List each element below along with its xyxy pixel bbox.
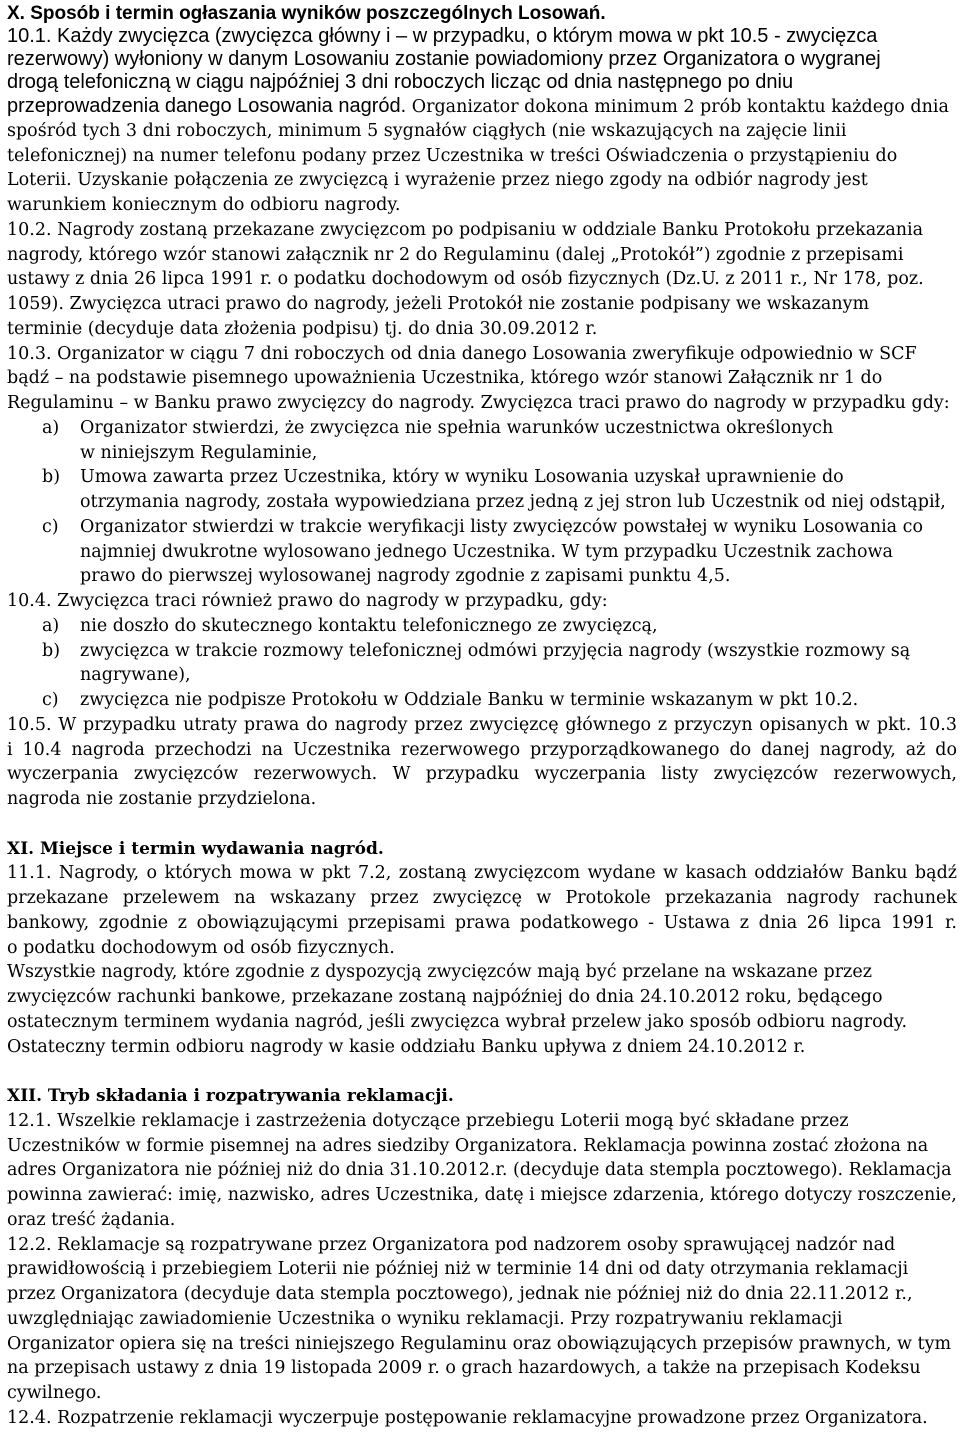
list-item [7,688,957,713]
paragraph-line: warunkiem koniecznym do odbioru nagrody. [7,195,401,215]
list-item-text: Organizator stwierdzi w trakcie weryfikacji listy zwycięzców powstałej w wyniku Losowania co [80,516,924,537]
paragraph-line: wyczerpania zwycięzców rezerwowych. W przypadku wyczerpania listy zwycięzców rezerwowych, [7,764,957,785]
section-xi [7,837,957,1060]
list-item-label: b) [42,467,61,488]
list-item [7,416,957,441]
paragraph-line: 10.4. Zwycięzca traci również prawo do nagrody w przypadku, gdy: [7,591,608,611]
paragraph-line: powinna zawierać: imię, nazwisko, adres Uczestnika, datę i miejsce zdarzenia, którego dotyczy roszczenie, [7,1185,957,1205]
paragraph-line: rezerwowy) wyłoniony w danym Losowaniu zostanie powiadomiony przez Organizatora o wygranej [7,48,881,70]
list-item-text: Organizator stwierdzi, że zwycięzca nie spełnia warunków uczestnictwa określonych [80,417,834,438]
list-item-label: a) [42,417,60,438]
paragraph-line: cywilnego. [7,1383,102,1403]
list-item-text: Umowa zawarta przez Uczestnika, który w wyniku Losowania uzyskał uprawnienie do [80,467,844,488]
paragraph-line: bankowy, zgodnie z obowiązującymi przepisami prawa podatkowego - Ustawa z dnia 26 lipca 1991 r. [7,912,957,933]
paragraph-line: Loterii. Uzyskanie połączenia ze zwycięzcą i wyrażenie przez niego zgody na odbiór nagrody jest [7,170,868,191]
paragraph-line: 11.1. Nagrody, o których mowa w pkt 7.2, zostaną zwycięzcom wydane w kasach oddziałów Banku bądź [7,863,957,884]
paragraph-line: zwycięzców rachunki bankowe, przekazane zostaną najpóźniej do dnia 24.10.2012 roku, będącego [7,987,883,1007]
list-item [7,614,957,639]
paragraph-line: przekazane przelewem na wskazany przez zwycięzcę w Protokole przekazania nagrody rachunek [7,888,957,908]
paragraph-line: 12.1. Wszelkie reklamacje i zastrzeżenia dotyczące przebiegu Loterii mogą być składane przez [7,1110,849,1131]
list-item-continuation: prawo do pierwszej wylosowanej nagrody zgodnie z zapisami punktu 4,5. [80,566,731,587]
paragraph-line: 10.3. Organizator w ciągu 7 dni roboczych od dnia danego Losowania zweryfikuje odpowiednio w SCF [7,343,917,364]
paragraph-line: 10.1. Każdy zwycięzca (zwycięzca główny i – w przypadku, o którym mowa w pkt 10.5 - zwycięzca [7,25,878,47]
section-x [7,2,957,812]
paragraph-line: oraz treść żądania. [7,1209,176,1230]
paragraph-line: i 10.4 nagroda przechodzi na Uczestnika rezerwowego przyporządkowanego do danej nagrody, aż do [7,739,957,760]
list-item-continuation: otrzymania nagrody, została wypowiedziana przez jedną z jej stron lub Uczestnik od niej odstąpił, [80,492,946,512]
paragraph-line: terminie (decyduje data złożenia podpisu) tj. do dnia 30.09.2012 r. [7,318,598,339]
section-xii [7,1084,957,1431]
paragraph-text-segment: Organizator dokona minimum 2 prób kontaktu każdego dnia [411,97,949,117]
paragraph-line: ustawy z dnia 26 lipca 1991 r. o podatku dochodowym od osób fizycznych (Dz.U. z 2011 r., Nr 178, poz. [7,269,924,290]
list-item-continuation: nagrywane), [80,665,191,686]
paragraph-line: bądź – na podstawie pisemnego upoważnienia Uczestnika, którego wzór stanowi Załącznik nr 1 do [7,368,883,389]
paragraph-line: Regulaminu – w Banku prawo zwycięzcy do nagrody. Zwycięzca traci prawo do nagrody w przypadku gdy: [7,393,950,413]
section-heading: XII. Tryb składania i rozpatrywania reklamacji. [7,1086,454,1106]
list-item-text: nie doszło do skutecznego kontaktu telefonicznego ze zwycięzcą, [80,615,658,636]
list-item [7,639,957,664]
list-item [7,515,957,540]
paragraph-line [7,94,957,119]
paragraph-line: 12.2. Reklamacje są rozpatrywane przez Organizatora pod nadzorem osoby sprawującej nadzór nad [7,1234,896,1255]
list-item-label: a) [42,615,60,636]
section-heading: X. Sposób i termin ogłaszania wyników poszczególnych Losowań. [7,3,606,24]
list-item-label: c) [42,516,59,537]
paragraph-line: 1059). Zwycięzca utraci prawo do nagrody, jeżeli Protokół nie zostanie podpisany we wskazanym [7,294,870,314]
paragraph-line: na przepisach ustawy z dnia 19 listopada 2009 r. o grach hazardowych, a także na przepisach Kodeksu [7,1358,921,1379]
paragraph-line: nagrody, którego wzór stanowi załącznik nr 2 do Regulaminu (dalej „Protokół”) zgodnie z przepisami [7,244,904,265]
paragraph-line: Wszystkie nagrody, które zgodnie z dyspozycją zwycięzców mają być przelane na wskazane przez [7,962,872,983]
list-item [7,465,957,490]
paragraph-line: 12.4. Rozpatrzenie reklamacji wyczerpuje postępowanie reklamacyjne prowadzone przez Organizatora. [7,1407,928,1428]
paragraph-line: telefonicznej) na numer telefonu podany przez Uczestnika w treści Oświadczenia o przystąpieniu do [7,145,898,166]
paragraph-line: Uczestników w formie pisemnej na adres siedziby Organizatora. Reklamacja powinna zostać złożona na [7,1135,929,1156]
list-item-label: b) [42,640,61,661]
paragraph-line: 10.5. W przypadku utraty prawa do nagrody przez zwycięzcę głównego z przyczyn opisanych w pkt. 10.3 [7,714,957,735]
list-item-continuation: najmniej dwukrotne wylosowano jednego Uczestnika. W tym przypadku Uczestnik zachowa [80,541,893,562]
paragraph-line: nagroda nie zostanie przydzielona. [7,789,317,809]
section-heading: XI. Miejsce i termin wydawania nagród. [7,838,384,859]
list-item-text: zwycięzca w trakcie rozmowy telefonicznej odmówi przyjęcia nagrody (wszystkie rozmowy są [80,640,911,661]
paragraph-text-segment: przeprowadzenia danego Losowania nagród. [7,95,407,117]
paragraph-line: prawidłowością i przebiegiem Loterii nie później niż w terminie 14 dni od daty otrzymania reklamacji [7,1259,909,1280]
paragraph-line: ostatecznym terminem wydania nagród, jeśli zwycięzca wybrał przelew jako sposób odbioru nagrody. [7,1011,908,1032]
paragraph-line: spośród tych 3 dni roboczych, minimum 5 sygnałów ciągłych (nie wskazujących na zajęcie linii [7,120,847,141]
paragraph-line: adres Organizatora nie później niż do dnia 31.10.2012.r. (decyduje data stempla pocztowego). Reklamacja [7,1160,952,1181]
list-item-text: zwycięzca nie podpisze Protokołu w Oddziale Banku w terminie wskazanym w pkt 10.2. [80,690,859,710]
paragraph-line: 10.2. Nagrody zostaną przekazane zwycięzcom po podpisaniu w oddziale Banku Protokołu przekazania [7,219,924,240]
paragraph-line: Organizator opiera się na treści niniejszego Regulaminu oraz obowiązujących przepisów prawnych, w tym [7,1333,952,1354]
paragraph-line: uwzględniając zawiadomienie Uczestnika o wyniku reklamacji. Przy rozpatrywaniu reklamacji [7,1308,843,1329]
paragraph-line: Ostateczny termin odbioru nagrody w kasie oddziału Banku upływa z dniem 24.10.2012 r. [7,1036,806,1057]
paragraph-line: drogą telefoniczną w ciągu najpóźniej 3 dni roboczych licząc od dnia następnego po dniu [7,71,794,93]
list-item-label: c) [42,690,59,710]
paragraph-line: przez Organizatora (decyduje data stempla pocztowego), jednak nie później niż do dnia 22.11.2012 r., [7,1284,913,1304]
paragraph-line: o podatku dochodowym od osób fizycznych. [7,937,395,958]
list-item-continuation: w niniejszym Regulaminie, [80,442,318,463]
